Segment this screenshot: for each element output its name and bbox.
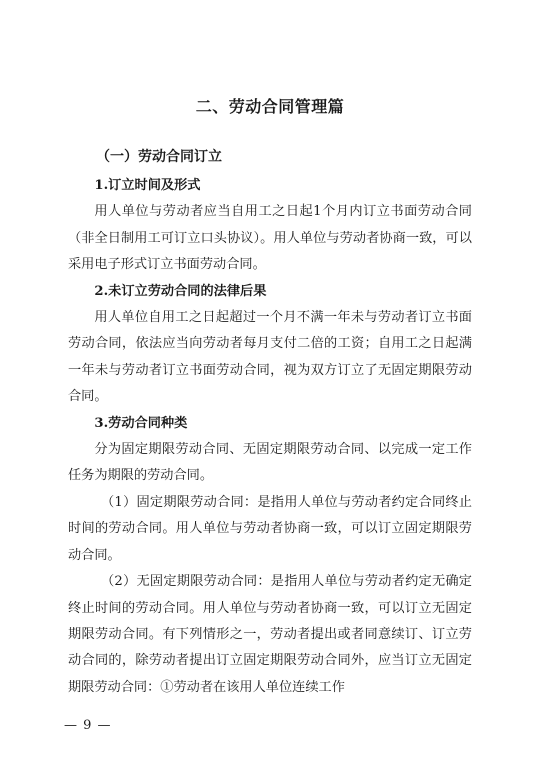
section-title: 二、劳动合同管理篇: [195, 97, 345, 116]
paragraph-open-ended: （2）无固定期限劳动合同：是指用人单位与劳动者约定无确定终止时间的劳动合同。用人单位与劳动者协商一致，可以订立无固定期限劳动合同。有下列情形之一，劳动者提出或者同意续订、订立劳动合同的，除劳动者提出订立固定期限劳动合同外，应当订立无固定期限劳动合同：①劳动者在该用人单位连续工作: [68, 574, 472, 695]
paragraph-contract-types: 分为固定期限劳动合同、无固定期限劳动合同、以完成一定工作任务为期限的劳动合同。: [68, 442, 472, 484]
heading-legal-consequences: 2.未订立劳动合同的法律后果: [94, 283, 267, 299]
paragraph-legal-consequences: 用人单位自用工之日起超过一个月不满一年未与劳动者订立书面劳动合同，依法应当向劳动者每月支付二倍的工资；自用工之日起满一年未与劳动者订立书面劳动合同，视为双方订立了无固定期限劳动合同。: [68, 310, 472, 405]
page-number: — 9 —: [64, 718, 112, 733]
document-body: [68, 143, 472, 701]
paragraph-fixed-term: （1）固定期限劳动合同：是指用人单位与劳动者约定合同终止时间的劳动合同。用人单位与劳动者协商一致，可以订立固定期限劳动合同。: [68, 494, 472, 563]
heading-contract-time-form: 1.订立时间及形式: [94, 178, 201, 193]
subsection-title: （一）劳动合同订立: [96, 149, 222, 165]
heading-contract-types: 3.劳动合同种类: [94, 415, 188, 431]
paragraph-contract-time-form: 用人单位与劳动者应当自用工之日起1个月内订立书面劳动合同（非全日制用工可订立口头协议）。用人单位与劳动者协商一致，可以采用电子形式订立书面劳动合同。: [68, 204, 472, 273]
